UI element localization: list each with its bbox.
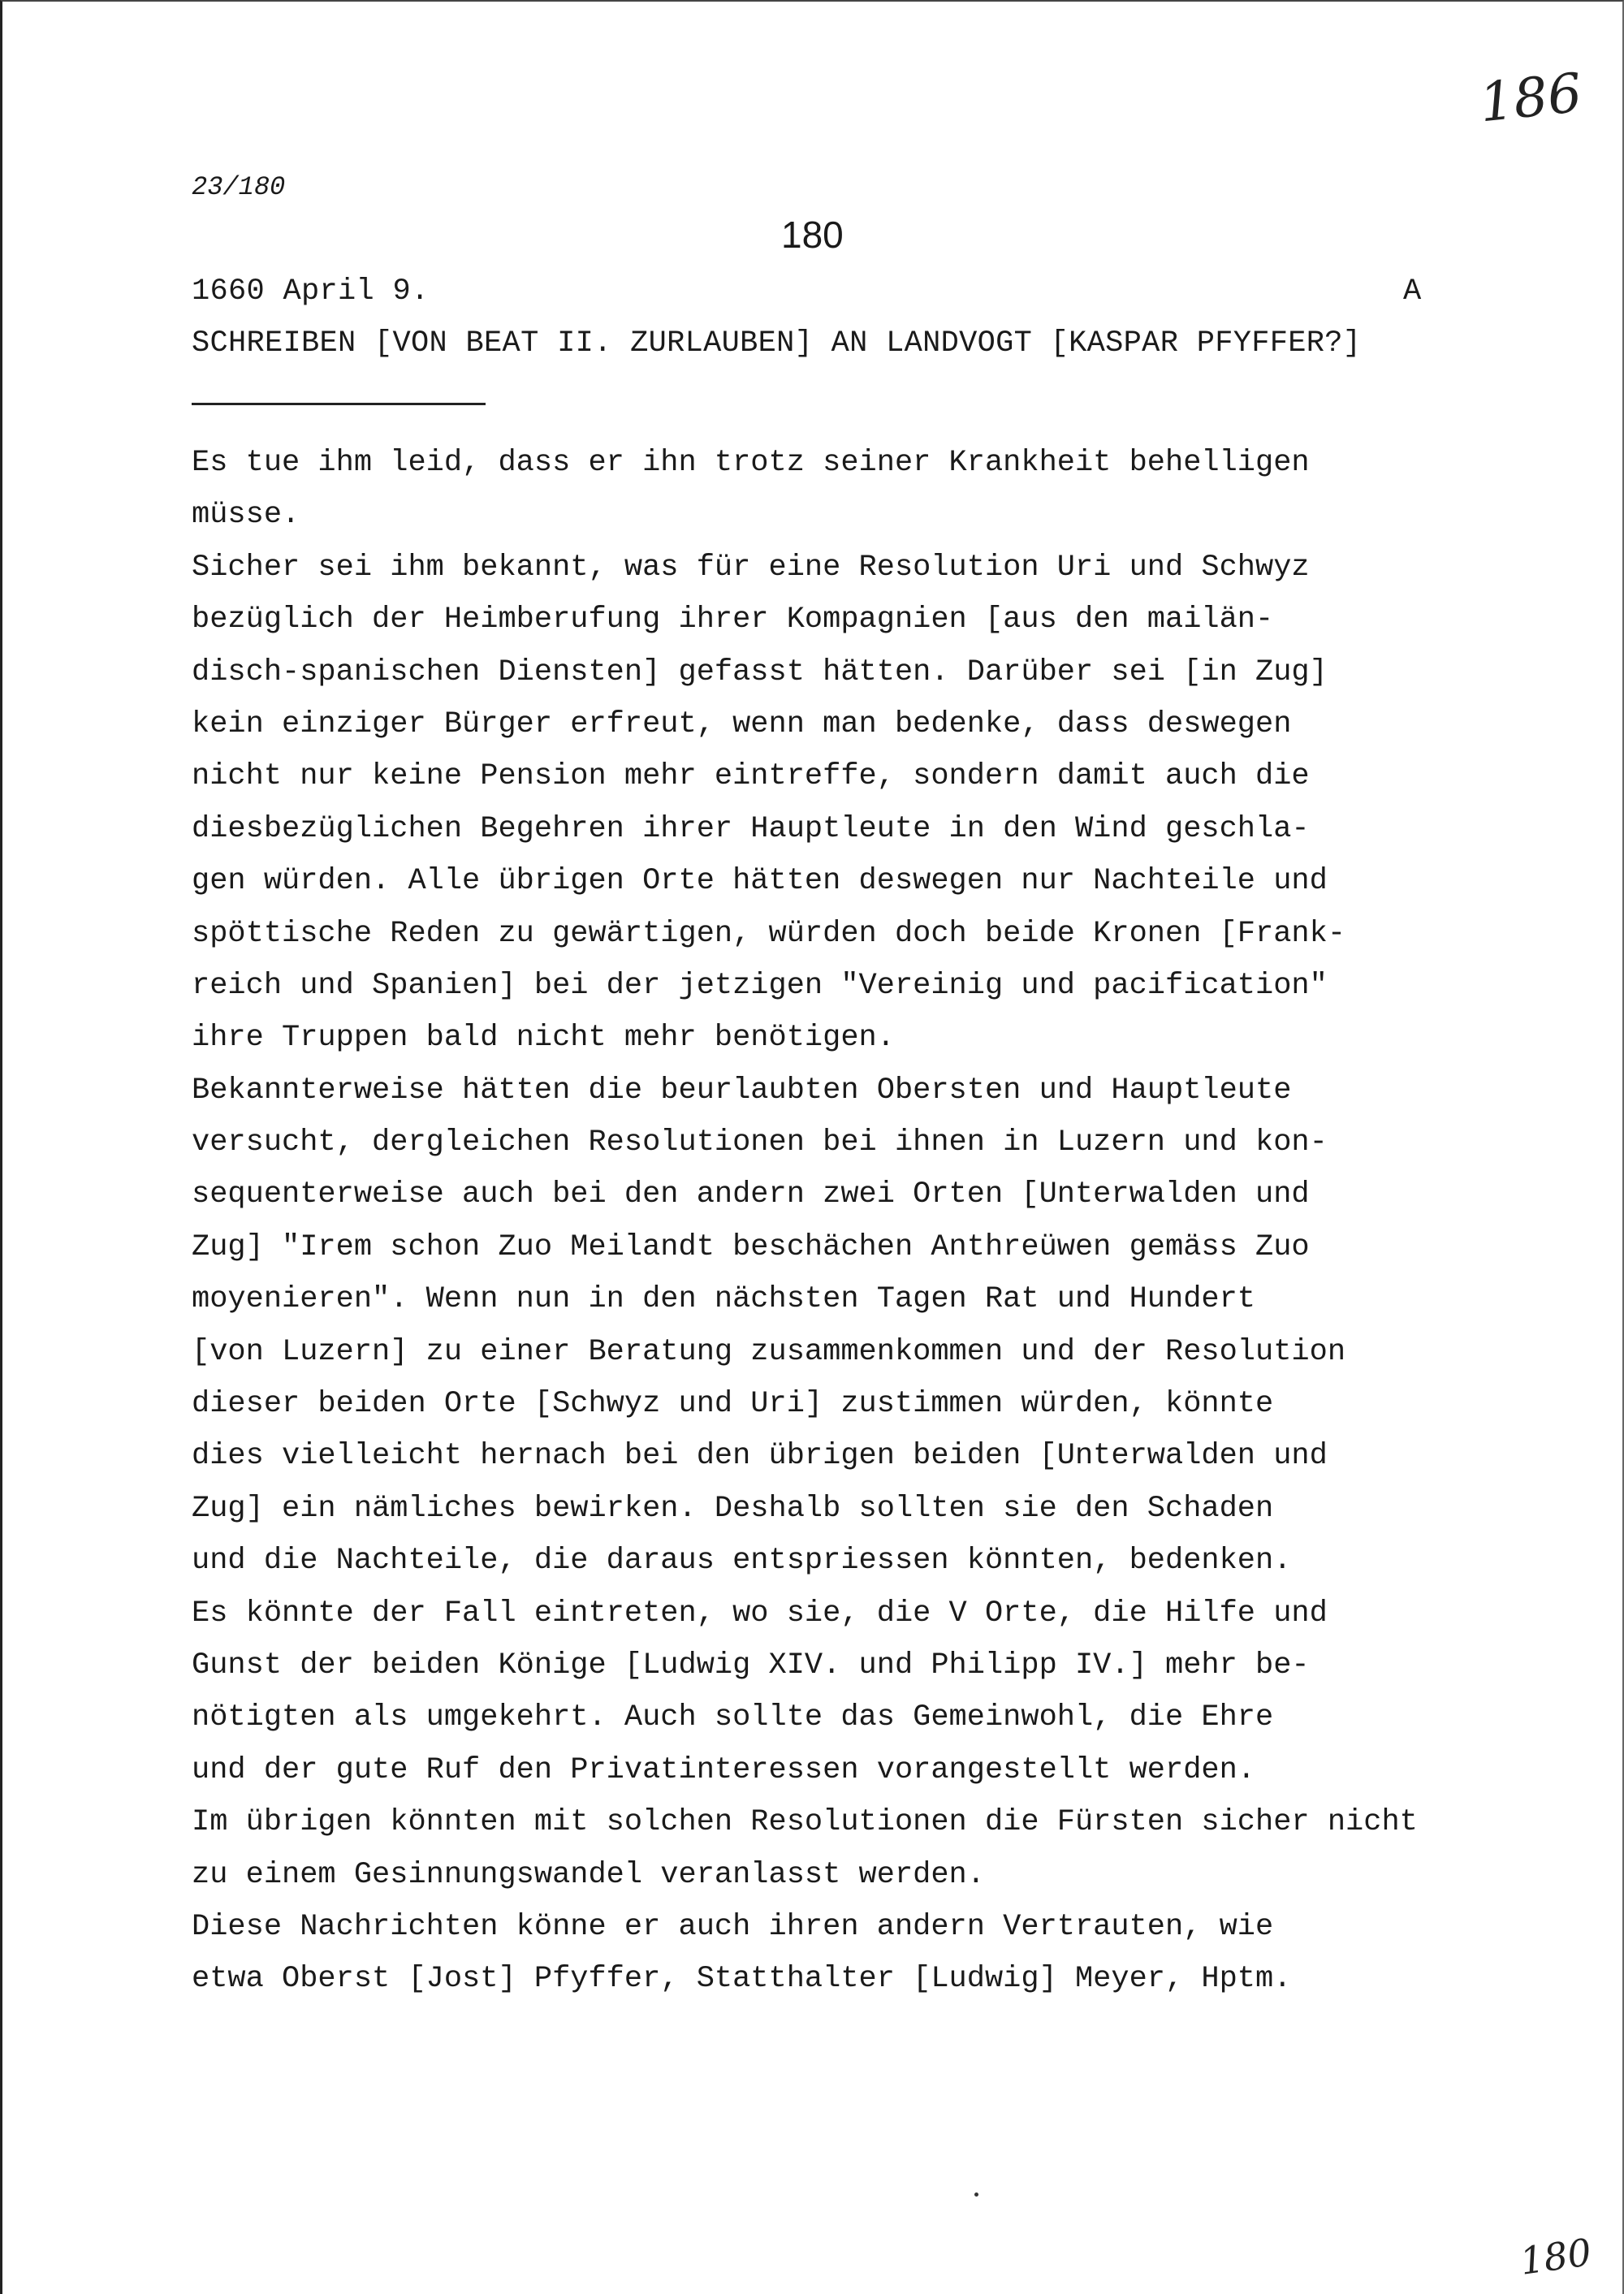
body-line: diesbezüglichen Begehren ihrer Hauptleute in den Wind geschla-	[192, 811, 1310, 846]
title-rule	[192, 403, 486, 405]
body-line: zu einem Gesinnungswandel veranlasst werden.	[192, 1857, 985, 1892]
document-title: SCHREIBEN [VON BEAT II. ZURLAUBEN] AN LANDVOGT [KASPAR PFYFFER?]	[192, 326, 1362, 361]
body-line: sequenterweise auch bei den andern zwei Orten [Unterwalden und	[192, 1177, 1310, 1212]
body-line: Diese Nachrichten könne er auch ihren andern Vertrauten, wie	[192, 1909, 1274, 1944]
body-line: gen würden. Alle übrigen Orte hätten deswegen nur Nachteile und	[192, 864, 1328, 899]
body-line: kein einziger Bürger erfreut, wenn man bedenke, dass deswegen	[192, 706, 1292, 741]
body-line: moyenieren". Wenn nun in den nächsten Tagen Rat und Hundert	[192, 1282, 1256, 1317]
body-line: ihre Truppen bald nicht mehr benötigen.	[192, 1021, 895, 1056]
body-line: versucht, dergleichen Resolutionen bei ihnen in Luzern und kon-	[192, 1125, 1328, 1160]
body-line: und der gute Ruf den Privatinteressen vorangestellt werden.	[192, 1752, 1256, 1787]
body-line: disch-spanischen Diensten] gefasst hätten. Darüber sei [in Zug]	[192, 655, 1328, 689]
body-line: Zug] "Irem schon Zuo Meilandt beschächen Anthreüwen gemäss Zuo	[192, 1229, 1310, 1264]
body-line: und die Nachteile, die daraus entspriessen könnten, bedenken.	[192, 1544, 1292, 1579]
body-line: müsse.	[192, 498, 300, 533]
folio-number-top: 186	[1476, 61, 1585, 135]
body-line: Im übrigen könnten mit solchen Resolutionen die Fürsten sicher nicht	[192, 1805, 1418, 1840]
body-line: dies vielleicht hernach bei den übrigen beiden [Unterwalden und	[192, 1439, 1328, 1474]
scan-speck	[974, 2192, 978, 2197]
body-line: dieser beiden Orte [Schwyz und Uri] zustimmen würden, könnte	[192, 1387, 1274, 1422]
body-line: etwa Oberst [Jost] Pfyffer, Statthalter [Ludwig] Meyer, Hptm.	[192, 1962, 1292, 1997]
body-line: [von Luzern] zu einer Beratung zusammenkommen und der Resolution	[192, 1334, 1346, 1369]
document-marker: A	[1403, 274, 1422, 309]
body-line: Sicher sei ihm bekannt, was für eine Resolution Uri und Schwyz	[192, 550, 1310, 585]
body-text	[192, 437, 1556, 2006]
folio-number-bottom: 180	[1517, 2230, 1595, 2283]
document-reference: 23/180	[192, 172, 286, 202]
document-number: 180	[781, 214, 844, 256]
body-line: Bekannterweise hätten die beurlaubten Obersten und Hauptleute	[192, 1073, 1292, 1108]
body-line: Es könnte der Fall eintreten, wo sie, die V Orte, die Hilfe und	[192, 1596, 1328, 1631]
body-line: bezüglich der Heimberufung ihrer Kompagnien [aus den mailän-	[192, 603, 1274, 637]
body-line: Zug] ein nämliches bewirken. Deshalb sollten sie den Schaden	[192, 1491, 1274, 1526]
body-line: reich und Spanien] bei der jetzigen "Vereinig und pacification"	[192, 968, 1328, 1003]
document-date: 1660 April 9.	[192, 274, 430, 309]
body-line: Es tue ihm leid, dass er ihn trotz seiner Krankheit behelligen	[192, 446, 1310, 480]
body-line: spöttische Reden zu gewärtigen, würden doch beide Kronen [Frank-	[192, 916, 1346, 951]
body-line: nicht nur keine Pension mehr eintreffe, sondern damit auch die	[192, 759, 1310, 794]
body-line: Gunst der beiden Könige [Ludwig XIV. und Philipp IV.] mehr be-	[192, 1648, 1310, 1683]
body-line: nötigten als umgekehrt. Auch sollte das Gemeinwohl, die Ehre	[192, 1700, 1274, 1735]
